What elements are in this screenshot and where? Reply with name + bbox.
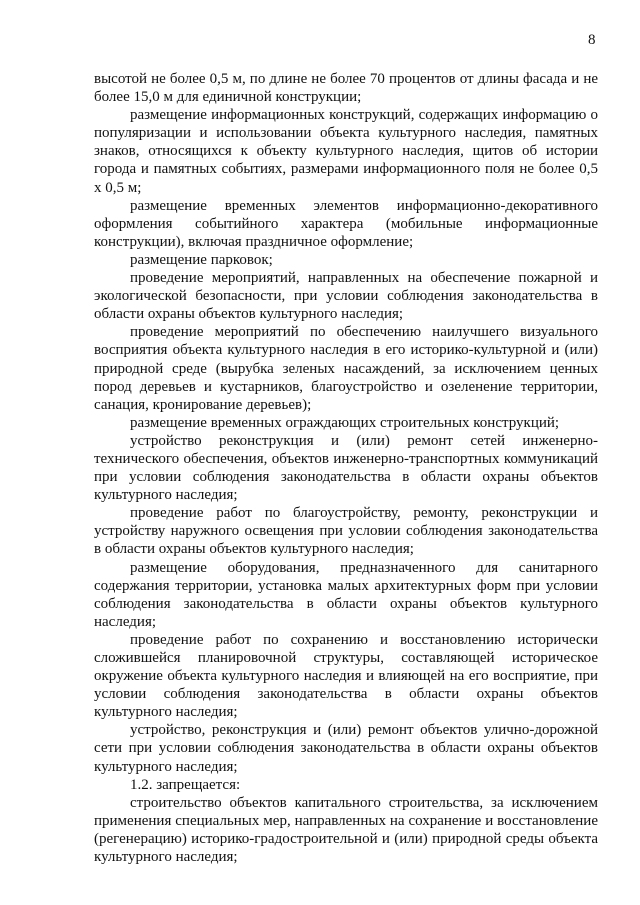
paragraph-9: проведение работ по благоустройству, ремонту, реконструкции и устройству наружного освещения при условии соблюдения законодательства в области охраны объектов культурного наследия; bbox=[94, 505, 598, 558]
paragraph-1: высотой не более 0,5 м, по длине не более 70 процентов от длины фасада и не более 15,0 м для единичной конструкции; bbox=[94, 71, 598, 106]
paragraph-4: размещение парковок; bbox=[130, 251, 273, 268]
section-heading-1-2: 1.2. запрещается: bbox=[130, 776, 241, 793]
paragraph-7: размещение временных ограждающих строительных конструкций; bbox=[130, 414, 560, 431]
paragraph-12: устройство, реконструкция и (или) ремонт объектов улично-дорожной сети при условии соблюдения законодательства в области охраны объектов культурного наследия; bbox=[94, 722, 598, 775]
paragraph-2: размещение информационных конструкций, содержащих информацию о популяризации и использовании объекта культурного наследия, памятных знаков, относящихся к объекту культурного наследия, щитов об истории города и памятных событиях, размерами информационного поля не более 0,5 х 0,5 м; bbox=[94, 107, 598, 196]
paragraph-11: проведение работ по сохранению и восстановлению исторически сложившейся планировочной структуры, составляющей историческое окружение объекта культурного наследия и влияющей на его восприятие, при условии соблюдения законодательства в области охраны объектов культурного наследия; bbox=[94, 631, 598, 721]
paragraph-5: проведение мероприятий, направленных на обеспечение пожарной и экологической безопасности, при условии соблюдения законодательства в области охраны объектов культурного наследия; bbox=[94, 270, 598, 323]
paragraph-6: проведение мероприятий по обеспечению наилучшего визуального восприятия объекта культурного наследия в его историко-культурной и (или) природной среде (вырубка зеленых насаждений, за исключением ценных пород деревьев и кустарников, благоустройство и озеленение территории, санация, кронирование деревьев); bbox=[94, 324, 598, 413]
paragraph-8: устройство реконструкция и (или) ремонт сетей инженерно-технического обеспечения, объектов инженерно-транспортных коммуникаций при условии соблюдения законодательства в области охраны объектов культурного наследия; bbox=[94, 432, 598, 504]
document-body bbox=[94, 70, 598, 866]
page-number: 8 bbox=[588, 32, 596, 48]
paragraph-3: размещение временных элементов информационно-декоративного оформления событийного характера (мобильные информационные конструкции), включая праздничное оформление; bbox=[94, 197, 598, 250]
paragraph-14: строительство объектов капитального строительства, за исключением применения специальных мер, направленных на сохранение и восстановление (регенерацию) историко-градостроительной и (или) природной среды объекта культурного наследия; bbox=[94, 794, 598, 866]
paragraph-10: размещение оборудования, предназначенного для санитарного содержания территории, установка малых архитектурных форм при условии соблюдения законодательства в области охраны объектов культурного наследия; bbox=[94, 559, 598, 630]
